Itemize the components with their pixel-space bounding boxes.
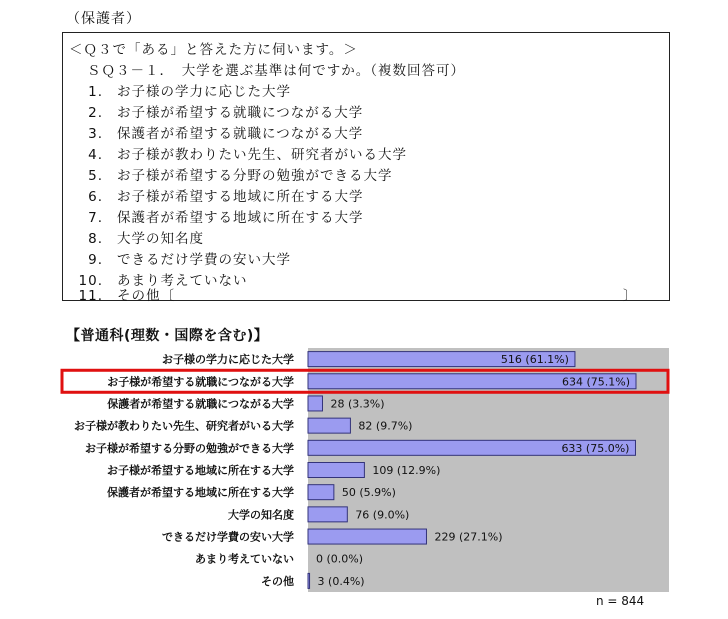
- category-label: その他: [261, 574, 294, 588]
- option-label: あまり考えていない: [117, 273, 248, 289]
- category-label: 保護者が希望する地域に所在する大学: [107, 486, 294, 500]
- option-number: 8.: [88, 231, 103, 247]
- option-number: 5.: [88, 168, 103, 184]
- option-label: お子様の学力に応じた大学: [117, 84, 291, 100]
- option-label: 保護者が希望する地域に所在する大学: [117, 210, 364, 226]
- option-number: 4.: [88, 147, 103, 163]
- data-label: 634 (75.1%): [561, 375, 630, 389]
- option-number: 6.: [88, 189, 103, 205]
- category-label: お子様の学力に応じた大学: [162, 353, 294, 367]
- category-label: お子様が希望する分野の勉強ができる大学: [85, 441, 294, 455]
- category-label: 大学の知名度: [228, 508, 294, 522]
- category-label: 保護者が希望する就職につながる大学: [107, 397, 294, 411]
- bar: [308, 507, 347, 522]
- data-label: 516 (61.1%): [500, 353, 569, 367]
- option-label: お子様が教わりたい先生、研究者がいる大学: [117, 147, 407, 163]
- option-label: お子様が希望する分野の勉強ができる大学: [117, 168, 393, 184]
- option-label: お子様が希望する地域に所在する大学: [117, 189, 364, 205]
- data-label: 3 (0.4%): [317, 574, 365, 588]
- category-label: お子様が教わりたい先生、研究者がいる大学: [74, 419, 294, 433]
- bar: [308, 463, 364, 478]
- category-label: お子様が希望する地域に所在する大学: [107, 464, 294, 477]
- option-number: 1.: [88, 84, 103, 100]
- option-number: 3.: [88, 126, 103, 142]
- option-number: 2.: [88, 105, 103, 121]
- data-label: 0 (0.0%): [316, 552, 364, 566]
- data-label: 109 (12.9%): [372, 464, 441, 477]
- option-label: 保護者が希望する就職につながる大学: [117, 126, 364, 142]
- bar: [308, 396, 322, 411]
- option-label: お子様が希望する就職につながる大学: [117, 105, 364, 121]
- data-label: 82 (9.7%): [358, 419, 413, 433]
- data-label: 76 (9.0%): [355, 508, 410, 522]
- option-number: 7.: [88, 210, 103, 226]
- data-label: 229 (27.1%): [434, 530, 503, 544]
- respondent-label: （保護者）: [66, 11, 141, 27]
- option-number: 10.: [78, 273, 103, 289]
- data-label: 633 (75.0%): [561, 441, 630, 455]
- bar: [308, 573, 310, 588]
- section-label: 【普通科(理数・国際を含む)】: [66, 328, 269, 344]
- data-label: 28 (3.3%): [330, 397, 385, 411]
- option-number: 11.: [78, 288, 103, 304]
- bar: [308, 418, 350, 433]
- option-label: 大学の知名度: [117, 231, 204, 247]
- question-text: ＳＱ３－１． 大学を選ぶ基準は何ですか。（複数回答可）: [87, 63, 465, 79]
- sample-size-label: n = 844: [596, 594, 645, 608]
- question-intro: ＜Ｑ３で「ある」と答えた方に伺います。＞: [69, 42, 358, 58]
- option-number: 9.: [88, 252, 103, 268]
- bar: [308, 485, 334, 500]
- category-label: あまり考えていない: [195, 552, 294, 566]
- data-label: 50 (5.9%): [341, 486, 396, 500]
- category-label: できるだけ学費の安い大学: [162, 530, 294, 544]
- option-label: その他〔: [117, 288, 175, 304]
- bar: [308, 529, 426, 544]
- close-bracket: 〕: [623, 288, 638, 304]
- option-label: できるだけ学費の安い大学: [117, 252, 291, 268]
- category-label: お子様が希望する就職につながる大学: [107, 375, 294, 389]
